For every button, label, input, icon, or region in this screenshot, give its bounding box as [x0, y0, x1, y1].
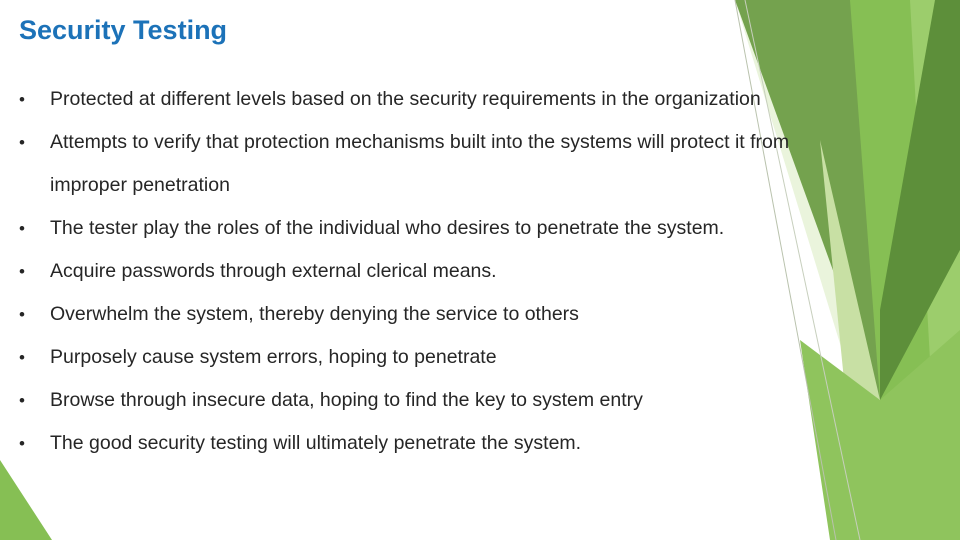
bullet-text: Protected at different levels based on the security requirements in the organization: [50, 88, 761, 110]
slide-title: Security Testing: [19, 15, 228, 45]
bullet-text: Acquire passwords through external clerical means.: [50, 260, 497, 282]
bullet-list: [19, 78, 939, 465]
bullet-item: [19, 78, 939, 121]
bullet-dot: •: [19, 219, 25, 238]
bullet-dot: •: [19, 348, 25, 367]
bullet-item: [19, 293, 939, 336]
bullet-text: Browse through insecure data, hoping to find the key to system entry: [50, 389, 643, 411]
bullet-dot: •: [19, 262, 25, 281]
bullet-text: The tester play the roles of the individual who desires to penetrate the system.: [50, 217, 725, 239]
bullet-item: [19, 336, 939, 379]
bullet-dot: •: [19, 434, 25, 453]
bullet-item: [19, 250, 939, 293]
bullet-dot: •: [19, 133, 25, 152]
bullet-dot: •: [19, 90, 25, 109]
bullet-item: [19, 422, 939, 465]
bullet-text: Overwhelm the system, thereby denying the service to others: [50, 303, 579, 325]
facet-bottom-left: [0, 460, 52, 540]
bullet-text: Attempts to verify that protection mechanisms built into the systems will protect it from: [50, 131, 790, 153]
bullet-dot: •: [19, 391, 25, 410]
bullet-text: The good security testing will ultimately penetrate the system.: [50, 432, 582, 454]
bullet-text: Purposely cause system errors, hoping to penetrate: [50, 346, 497, 368]
bullet-dot: •: [19, 305, 25, 324]
bullet-item: [19, 379, 939, 422]
bullet-text-continuation: improper penetration: [50, 174, 230, 196]
bullet-item: [19, 121, 939, 207]
bullet-item: [19, 207, 939, 250]
